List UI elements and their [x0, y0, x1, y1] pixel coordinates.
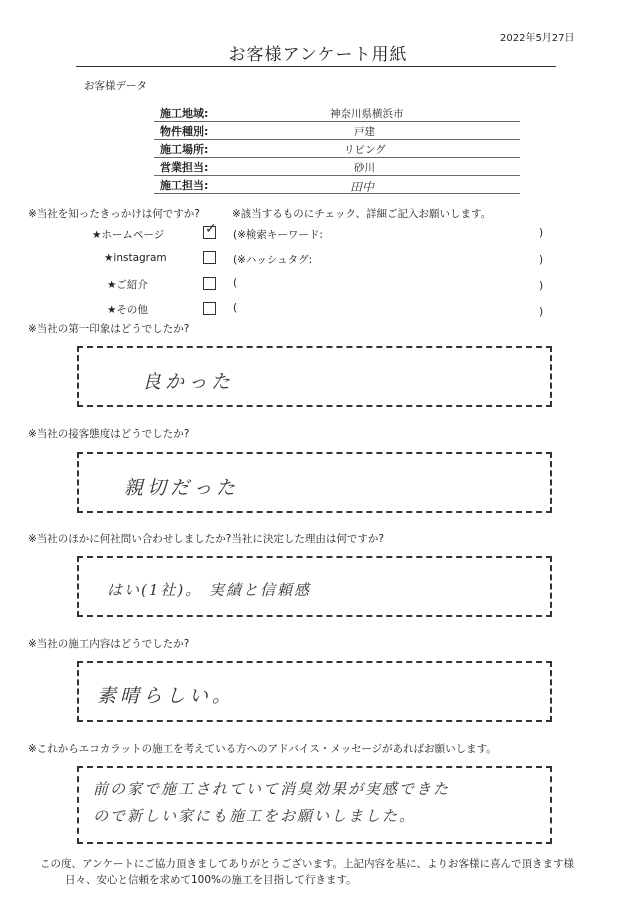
customer-row-sales-rep: [154, 158, 520, 176]
row-value-handwritten: 田中: [350, 180, 375, 194]
check-mark-icon: ✓: [205, 221, 217, 237]
customer-section-heading: お客様データ: [84, 80, 147, 92]
answer-competitors: はい(1社)。 実績と信頼感: [107, 581, 312, 599]
row-value: 神奈川県横浜市: [330, 108, 404, 120]
option-close-other: ): [539, 306, 544, 318]
option-close-homepage: ): [539, 227, 544, 239]
footer-message-line-2: 日々、安心と信頼を求めて100%の施工を目指して行きます。: [65, 874, 357, 886]
option-close-referral: ): [539, 280, 544, 292]
question-competitors: ※当社のほかに何社問い合わせしましたか?当社に決定した理由は何ですか?: [28, 533, 384, 545]
question-first-impression: ※当社の第一印象はどうでしたか?: [28, 323, 190, 335]
row-label: 施工担当:: [160, 179, 209, 192]
row-value: 戸建: [354, 126, 375, 138]
option-label-referral: ★ご紹介: [107, 279, 148, 291]
title-underline: [76, 66, 556, 67]
checkbox-other[interactable]: [203, 302, 216, 315]
row-label: 営業担当:: [160, 161, 209, 174]
answer-installation-quality: 素晴らしい。: [97, 685, 236, 707]
answer-box-service-attitude[interactable]: [77, 452, 552, 513]
footer-message-line-1: この度、アンケートにご協力頂きましてありがとうございます。上記内容を基に、よりお客様に喜んで頂きます様: [40, 858, 575, 870]
row-label: 物件種別:: [160, 125, 209, 138]
answer-advice-line-2: ので新しい家にも施工をお願いしました。: [93, 807, 417, 825]
answer-first-impression: 良かった: [142, 371, 235, 393]
customer-row-area: [154, 104, 520, 122]
page-title: お客様アンケート用紙: [228, 45, 408, 65]
answer-box-first-impression[interactable]: [77, 346, 552, 407]
row-label: 施工場所:: [160, 143, 209, 156]
option-label-other: ★その他: [107, 304, 148, 316]
customer-row-location: [154, 140, 520, 158]
option-label-instagram: ★instagram: [104, 252, 167, 264]
answer-advice-line-1: 前の家で施工されていて消臭効果が実感できた: [93, 780, 451, 798]
option-detail-instagram: (※ハッシュタグ:: [233, 254, 313, 266]
survey-date: 2022年5月27日: [500, 33, 575, 44]
option-detail-homepage: (※検索キーワード:: [233, 229, 323, 241]
answer-box-advice-message[interactable]: [77, 766, 552, 844]
option-detail-other: (: [233, 302, 238, 314]
question-service-attitude: ※当社の接客態度はどうでしたか?: [28, 428, 190, 440]
row-value: 砂川: [354, 162, 375, 174]
option-detail-referral: (: [233, 277, 238, 289]
question-discovery-note: ※該当するものにチェック、詳細ご記入お願いします。: [232, 208, 492, 220]
question-installation-quality: ※当社の施工内容はどうでしたか?: [28, 638, 190, 650]
customer-row-property-type: [154, 122, 520, 140]
customer-row-installer: [154, 176, 520, 194]
row-value: リビング: [344, 144, 386, 156]
answer-box-installation-quality[interactable]: [77, 661, 552, 722]
option-close-instagram: ): [539, 254, 544, 266]
checkbox-homepage[interactable]: [203, 221, 217, 239]
row-label: 施工地域:: [160, 107, 209, 120]
checkbox-instagram[interactable]: [203, 251, 216, 264]
question-discovery: ※当社を知ったきっかけは何ですか?: [28, 208, 200, 220]
checkbox-referral[interactable]: [203, 277, 216, 290]
answer-box-competitors[interactable]: [77, 556, 552, 617]
option-label-homepage: ★ホームページ: [92, 229, 165, 241]
answer-service-attitude: 親切だった: [124, 477, 240, 499]
question-advice-message: ※これからエコカラットの施工を考えている方へのアドバイス・メッセージがあればお願いします。: [28, 743, 497, 755]
